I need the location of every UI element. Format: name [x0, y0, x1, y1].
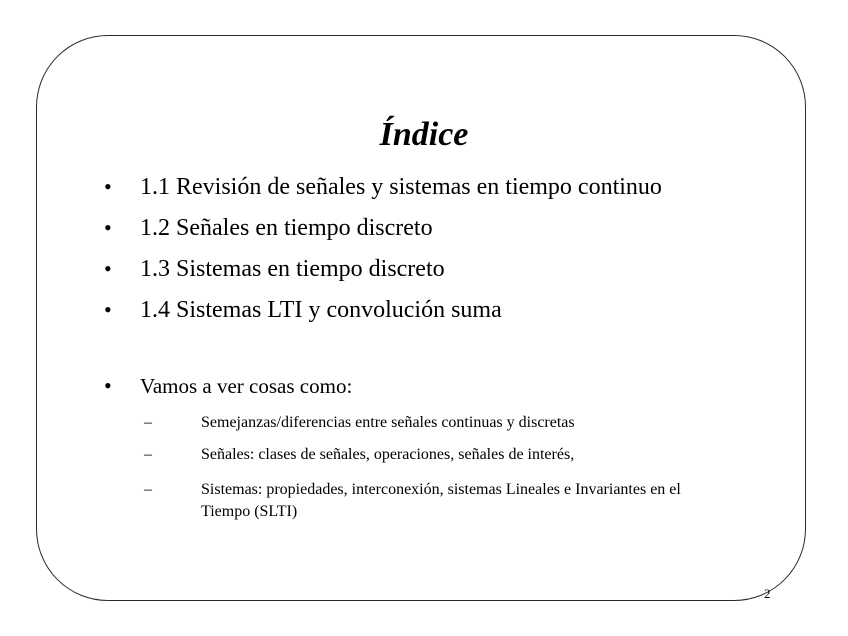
list-item-text: 1.4 Sistemas LTI y convolución suma	[140, 297, 502, 323]
bullet-icon: •	[104, 256, 112, 281]
dash-icon: –	[144, 446, 152, 463]
sub-item-text: Sistemas: propiedades, interconexión, sistemas Lineales e Invariantes en el Tiempo (SLTI)	[201, 481, 681, 520]
sub-list-item	[104, 479, 724, 523]
list-item-text: 1.3 Sistemas en tiempo discreto	[140, 256, 445, 282]
list-item	[104, 172, 662, 202]
intro-text: Vamos a ver cosas como:	[140, 374, 353, 398]
bullet-icon: •	[104, 373, 112, 398]
bullet-icon: •	[104, 174, 112, 199]
page-number: 2	[764, 586, 771, 601]
list-item	[104, 371, 352, 401]
dash-icon: –	[144, 481, 152, 498]
sub-item-text: Semejanzas/diferencias entre señales continuas y discretas	[201, 414, 575, 431]
bullet-icon: •	[104, 297, 112, 322]
slide-title: Índice	[379, 116, 469, 153]
sub-item-text: Señales: clases de señales, operaciones, señales de interés,	[201, 446, 575, 463]
list-item	[104, 254, 445, 284]
bullet-icon: •	[104, 215, 112, 240]
sub-list-item	[104, 412, 724, 434]
list-item	[104, 213, 433, 243]
list-item-text: 1.2 Señales en tiempo discreto	[140, 215, 433, 241]
list-item-text: 1.1 Revisión de señales y sistemas en tiempo continuo	[140, 174, 662, 200]
dash-icon: –	[144, 414, 152, 431]
sub-list-item	[104, 444, 724, 466]
list-item	[104, 295, 502, 325]
